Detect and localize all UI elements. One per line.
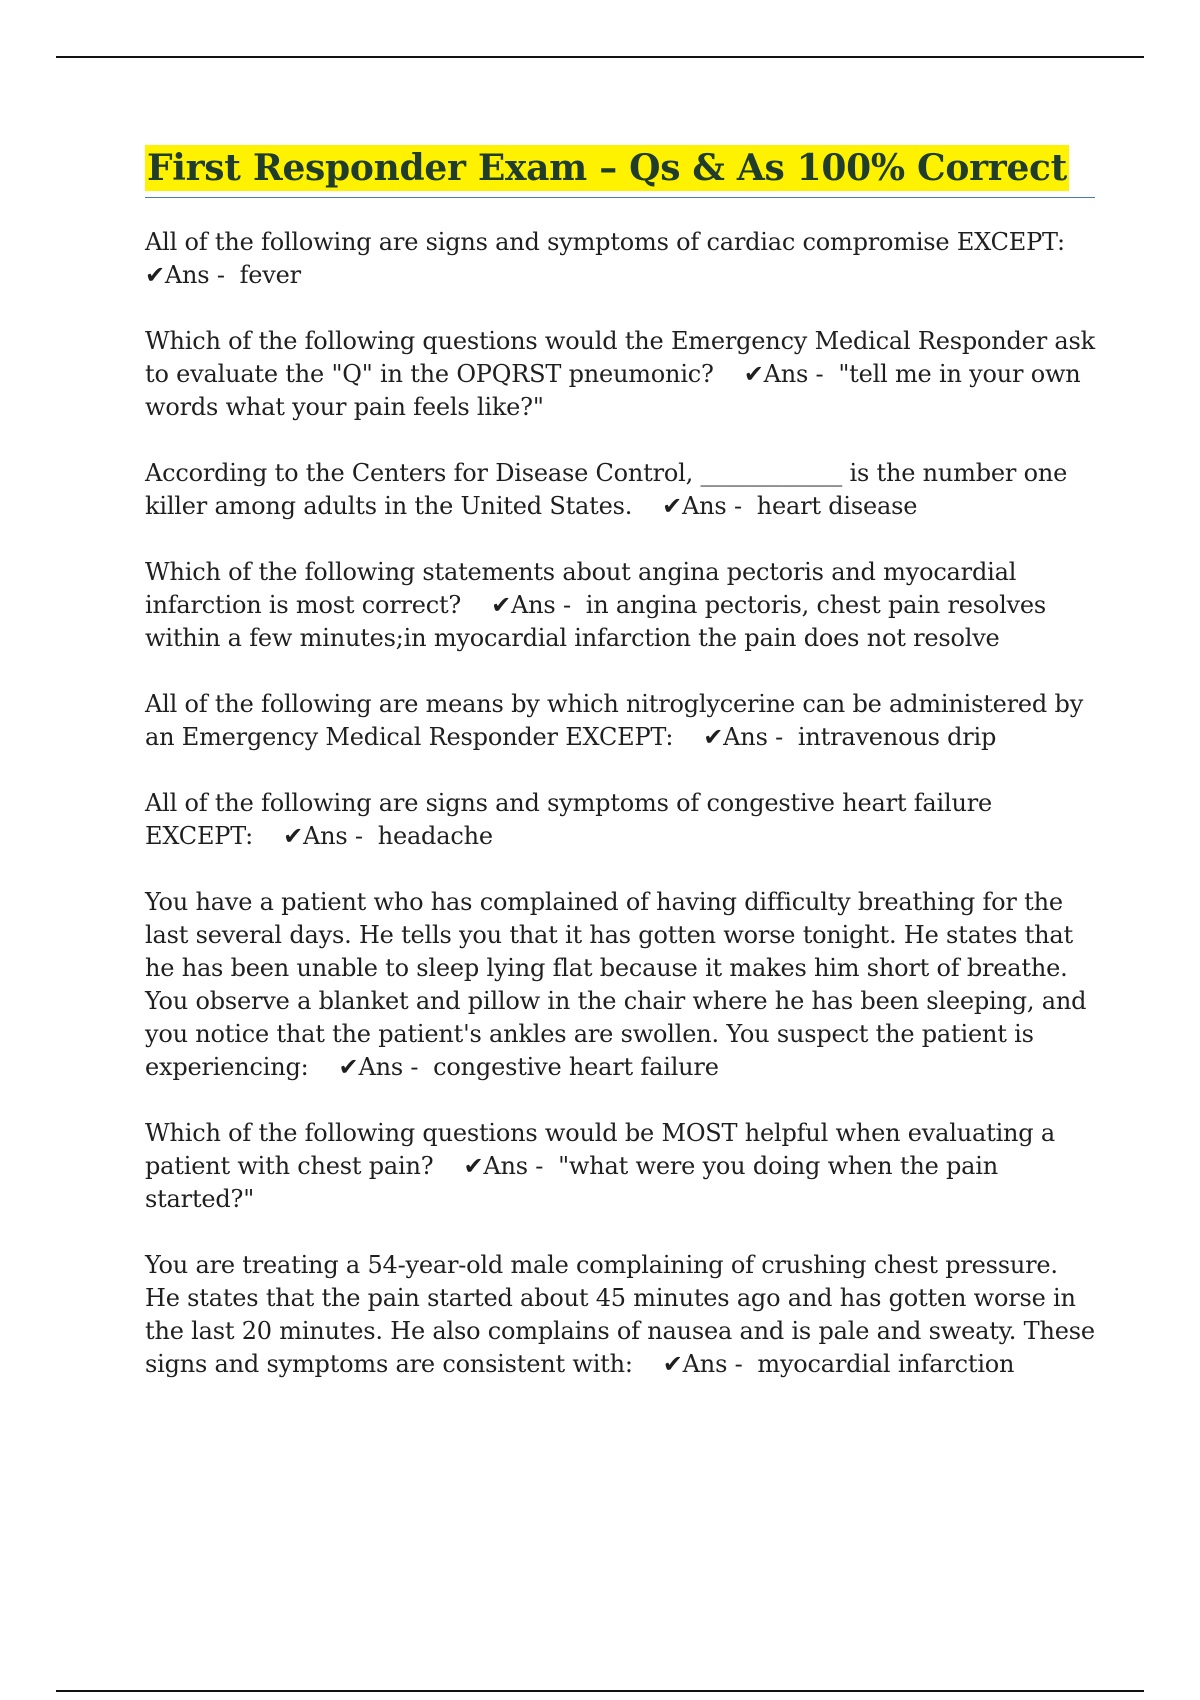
footer-rule <box>56 1690 1144 1692</box>
qa-item-5 <box>145 688 1095 754</box>
answer-text: headache <box>377 822 493 850</box>
answer-text: fever <box>239 261 301 289</box>
answer-text: "what were you doing when the pain started?" <box>145 1152 999 1213</box>
answer-label: ✔Ans - <box>145 261 225 289</box>
qa-item-9 <box>145 1249 1095 1381</box>
answer-label: ✔Ans - <box>491 591 571 619</box>
question-text: Which of the following questions would the Emergency Medical Responder ask to evaluate the "Q" in the OPQRST pneumonic? <box>145 327 1095 388</box>
qa-item-2 <box>145 325 1095 424</box>
question-text: You have a patient who has complained of having difficulty breathing for the last several days. He tells you that it has gotten worse tonight. He states that he has been unable to sleep lying flat because it makes him short of breathe. You observe a blanket and pillow in the chair where he has been sleeping, and you notice that the patient's ankles are swollen. You suspect the patient is experiencing: <box>145 888 1087 1081</box>
qa-item-6 <box>145 787 1095 853</box>
question-text: All of the following are signs and symptoms of cardiac compromise EXCEPT: <box>145 228 1065 256</box>
question-text: All of the following are signs and symptoms of congestive heart failure EXCEPT: <box>145 789 993 850</box>
answer-label: ✔Ans - <box>283 822 363 850</box>
document-title: First Responder Exam – Qs & As 100% Correct <box>147 147 1068 189</box>
answer-label: ✔Ans - <box>743 360 824 388</box>
answer-label: ✔Ans - <box>662 492 742 520</box>
answer-text: congestive heart failure <box>433 1053 719 1081</box>
answer-label: ✔Ans - <box>662 1350 743 1378</box>
question-text: Which of the following questions would be MOST helpful when evaluating a patient with chest pain? <box>145 1119 1055 1180</box>
answer-label: ✔Ans - <box>338 1053 419 1081</box>
qa-item-7 <box>145 886 1095 1084</box>
answer-text: "tell me in your own words what your pain feels like?" <box>145 360 1081 421</box>
qa-item-1 <box>145 226 1095 292</box>
title-block <box>145 145 1095 198</box>
qa-item-8 <box>145 1117 1095 1216</box>
answer-text: intravenous drip <box>797 723 997 751</box>
question-text: According to the Centers for Disease Control, ____________ is the number one killer among adults in the United States. <box>145 459 1068 520</box>
question-text: All of the following are means by which nitroglycerine can be administered by an Emergency Medical Responder EXCEPT: <box>145 690 1084 751</box>
answer-label: ✔Ans - <box>463 1152 544 1180</box>
header-rule <box>56 56 1144 58</box>
answer-label: ✔Ans - <box>703 723 784 751</box>
question-text: Which of the following statements about angina pectoris and myocardial infarction is most correct? <box>145 558 1017 619</box>
answer-text: myocardial infarction <box>757 1350 1015 1378</box>
qa-item-4 <box>145 556 1095 655</box>
answer-text: heart disease <box>756 492 918 520</box>
question-text: You are treating a 54-year-old male complaining of crushing chest pressure. He states that the pain started about 45 minutes ago and has gotten worse in the last 20 minutes. He also complains of nausea and is pale and sweaty. These signs and symptoms are consistent with: <box>145 1251 1095 1378</box>
answer-text: in angina pectoris, chest pain resolves within a few minutes;in myocardial infarction the pain does not resolve <box>145 591 1047 652</box>
document-body <box>145 145 1095 1414</box>
qa-item-3 <box>145 457 1095 523</box>
